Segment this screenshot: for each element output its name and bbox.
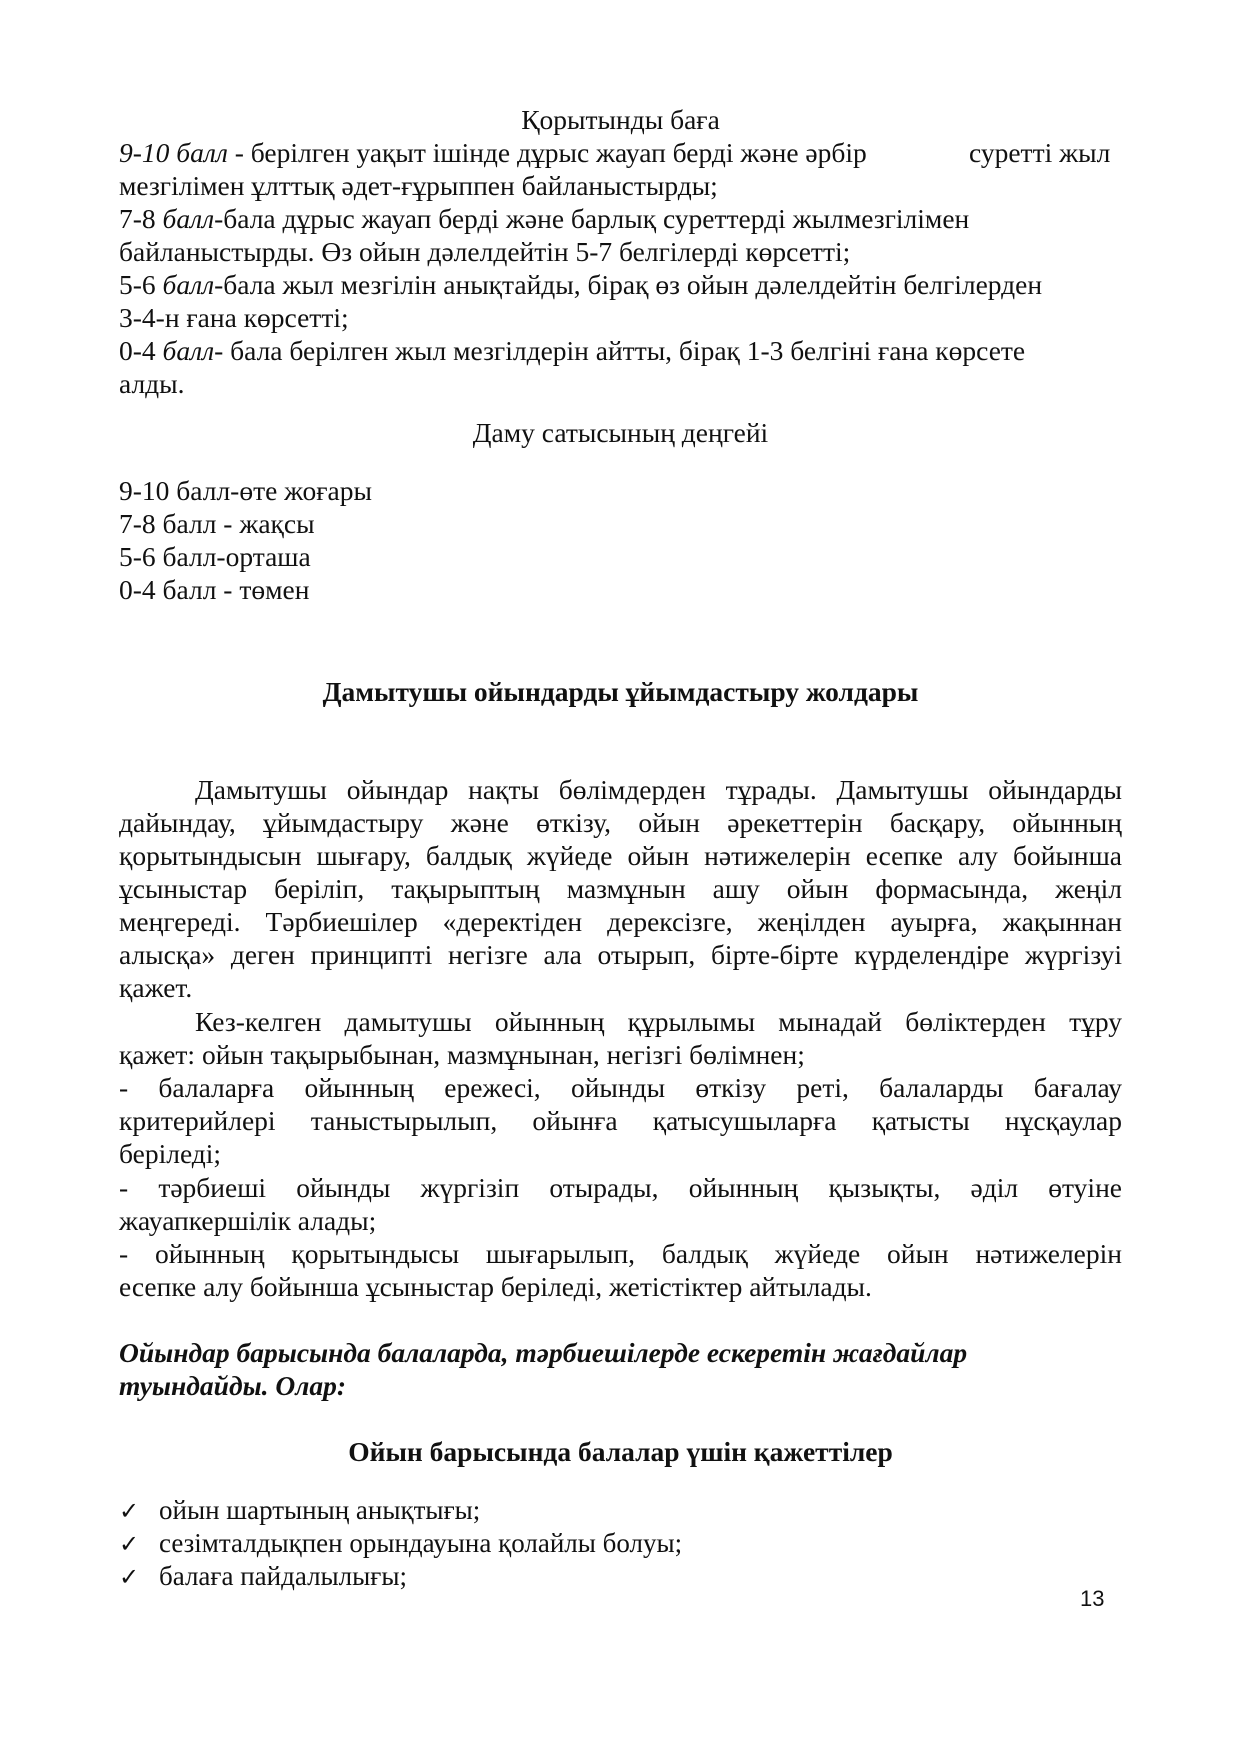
section-heading: Дамытушы ойындарды ұйымдастыру жолдары — [322, 676, 919, 707]
checkmark-icon: ✓ — [119, 1530, 140, 1558]
checkmark-icon: ✓ — [119, 1563, 140, 1591]
level-item: 0-4 балл - төмен — [119, 574, 310, 605]
score-line-2b: байланыстырды. Өз ойын дәлелдейтін 5-7 белгілерді көрсетті; — [119, 236, 851, 267]
para2-line: есепке алу бойынша ұсыныстар беріледі, жетістіктер айтылады. — [119, 1271, 872, 1302]
score-label: 9-10 балл — [119, 137, 228, 168]
score-label: балл — [162, 203, 215, 234]
checklist-item: ✓ сезімталдықпен орындауына қолайлы болуы; — [119, 1527, 682, 1561]
level-item: 7-8 балл - жақсы — [119, 508, 315, 539]
checklist-item: ✓ ойын шартының анықтығы; — [119, 1494, 480, 1528]
score-line-4b: алды. — [119, 368, 185, 399]
levels-title: Даму сатысының деңгейі — [472, 417, 769, 448]
para1-line: алысқа» деген принципті негізге ала отырып, бірте-бірте күрделендіре жүргізуі — [119, 939, 1122, 970]
checklist-item: ✓ балаға пайдалылығы; — [119, 1560, 407, 1594]
subheading: Ойын барысында балалар үшін қажеттілер — [348, 1436, 893, 1467]
score-label: балл — [162, 335, 215, 366]
para2-line: - ойынның қорытындысы шығарылып, балдық жүйеде ойын нәтижелерін — [119, 1238, 1122, 1269]
scoring-title: Қорытынды баға — [521, 104, 720, 135]
score-line-3a: 5-6 балл-бала жыл мезгілін анықтайды, бірақ өз ойын дәлелдейтін белгілерден — [119, 269, 1043, 300]
score-line-4a: 0-4 балл- бала берілген жыл мезгілдерін айтты, бірақ 1-3 белгіні ғана көрсете — [119, 335, 1026, 366]
emphasis-line: Ойындар барысында балаларда, тәрбиешілерде ескеретін жағдайлар — [119, 1337, 968, 1368]
checkmark-icon: ✓ — [119, 1497, 140, 1525]
para2-line: критерийлері таныстырылып, ойынға қатысушыларға қатысты нұсқаулар — [119, 1105, 1122, 1136]
score-line-3b: 3-4-н ғана көрсетті; — [119, 302, 349, 333]
para2-line: қажет: ойын тақырыбынан, мазмұнынан, негізгі бөлімнен; — [119, 1039, 805, 1070]
para1-line: қорытындысын шығару, балдық жүйеде ойын нәтижелерін есепке алу бойынша — [119, 840, 1122, 871]
level-item: 9-10 балл-өте жоғары — [119, 475, 372, 506]
para1-line: меңгереді. Тәрбиешілер «деректіден дерексізге, жеңілден ауырға, жақыннан — [119, 906, 1122, 937]
para1-line: Дамытушы ойындар нақты бөлімдерден тұрады. Дамытушы ойындарды — [195, 774, 1122, 805]
score-label: балл — [162, 269, 215, 300]
para2-line: - тәрбиеші ойынды жүргізіп отырады, ойынның қызықты, әділ өтуіне — [119, 1172, 1122, 1203]
para2-line: - балаларға ойынның ережесі, ойынды өткізу реті, балаларды бағалау — [119, 1072, 1122, 1103]
score-line-2a: 7-8 балл-бала дұрыс жауап берді және барлық суреттерді жылмезгілімен — [119, 203, 970, 234]
score-line-1b: мезгілімен ұлттық әдет-ғұрыппен байланыстырды; — [119, 170, 718, 201]
page-number: 13 — [1080, 1586, 1105, 1611]
score-line-1a: 9-10 балл - берілген уақыт ішінде дұрыс жауап берді және әрбір суретті жыл — [119, 137, 1111, 168]
level-item: 5-6 балл-орташа — [119, 541, 311, 572]
para1-line: дайындау, ұйымдастыру және өткізу, ойын әрекеттерін басқару, ойынның — [119, 807, 1122, 838]
para1-line: қажет. — [119, 972, 193, 1003]
para2-line: жауапкершілік алады; — [119, 1205, 377, 1236]
emphasis-line: туындайды. Олар: — [119, 1370, 347, 1401]
para2-line: Кез-келген дамытушы ойынның құрылымы мынадай бөліктерден тұру — [195, 1006, 1122, 1037]
para1-line: ұсыныстар беріліп, тақырыптың мазмұнын ашу ойын формасында, жеңіл — [119, 873, 1122, 904]
para2-line: беріледі; — [119, 1138, 222, 1169]
